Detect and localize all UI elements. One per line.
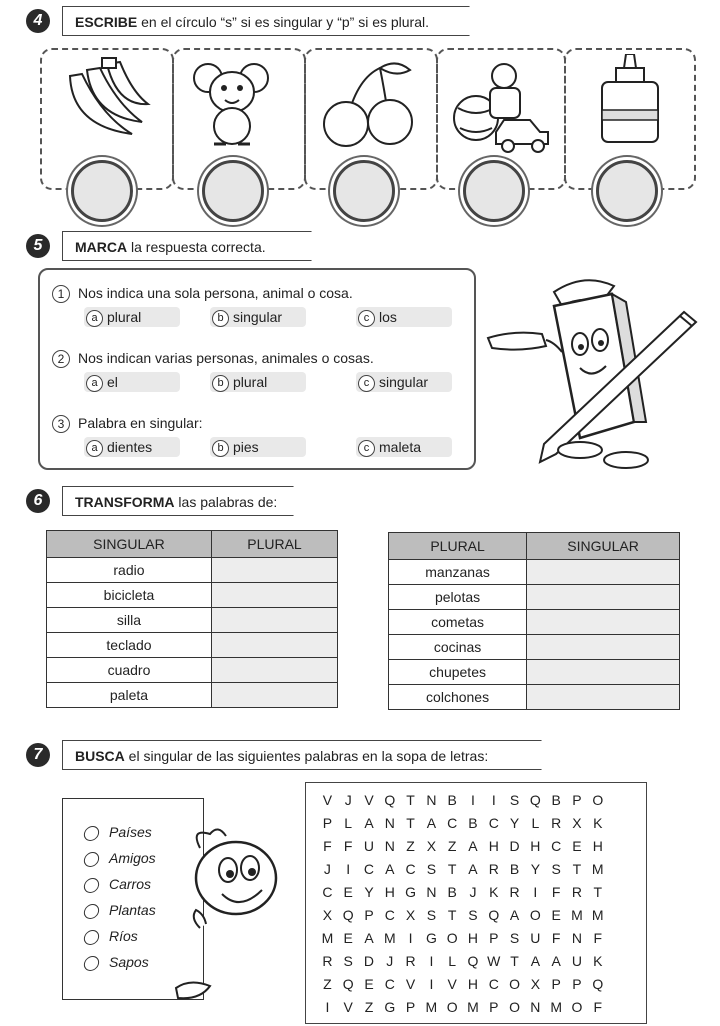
grid-letter[interactable]: V (364, 792, 374, 808)
grid-letter[interactable]: J (469, 884, 477, 900)
toys-icon (448, 56, 558, 154)
plural-to-singular-table (388, 532, 680, 710)
answer-cell[interactable] (527, 585, 680, 610)
option-2a[interactable] (84, 372, 180, 392)
section-number: 6 (26, 489, 50, 513)
grid-letter[interactable]: V (447, 976, 457, 992)
table-cell: manzanas (389, 560, 527, 585)
column-header: SINGULAR (527, 533, 680, 560)
grid-letter[interactable]: K (593, 815, 603, 831)
instruction-verb: ESCRIBE (75, 14, 138, 30)
grid-letter[interactable]: E (343, 930, 353, 946)
section-number: 7 (26, 743, 50, 767)
grid-letter[interactable]: J (323, 861, 331, 877)
grid-letter[interactable]: I (325, 999, 330, 1015)
question-3 (52, 415, 203, 433)
kid-mascot-icon (170, 828, 280, 1008)
word-item[interactable] (84, 902, 156, 919)
grid-letter[interactable]: N (384, 815, 395, 831)
grid-letter[interactable]: O (592, 792, 604, 808)
grid-letter[interactable]: T (510, 953, 519, 969)
option-letter: b (212, 375, 229, 392)
grid-letter[interactable]: I (533, 884, 538, 900)
grid-letter[interactable]: Q (342, 976, 354, 992)
option-letter: c (358, 375, 375, 392)
table-cell: colchones (389, 685, 527, 710)
option-text: singular (379, 374, 429, 390)
grid-letter[interactable]: Q (592, 976, 604, 992)
grid-letter[interactable]: E (551, 907, 561, 923)
grid-letter[interactable]: P (489, 930, 499, 946)
grid-letter[interactable]: K (593, 953, 603, 969)
grid-letter[interactable]: I (346, 861, 351, 877)
grid-row (317, 930, 608, 946)
option-letter: c (358, 440, 375, 457)
grid-letter[interactable]: L (344, 815, 353, 831)
grid-letter[interactable]: J (386, 953, 394, 969)
word-label: Carros (109, 876, 152, 892)
option-text: dientes (107, 439, 153, 455)
answer-circle-1[interactable] (71, 160, 133, 222)
answer-cell[interactable] (211, 633, 337, 658)
grid-letter[interactable]: D (509, 838, 520, 854)
instruction-verb: TRANSFORMA (75, 494, 175, 510)
question-number: 3 (52, 415, 70, 433)
section-instruction (62, 231, 312, 261)
option-letter: b (212, 310, 229, 327)
section-instruction (62, 740, 542, 770)
table-cell: pelotas (389, 585, 527, 610)
cherries-icon (318, 58, 418, 148)
section-number: 4 (26, 9, 50, 33)
section-instruction (62, 486, 294, 516)
column-header: PLURAL (211, 531, 337, 558)
answer-cell[interactable] (527, 610, 680, 635)
grid-letter[interactable]: I (408, 930, 413, 946)
grid-letter[interactable]: R (509, 884, 520, 900)
grid-letter[interactable]: A (364, 930, 374, 946)
option-letter: b (212, 440, 229, 457)
grid-letter[interactable]: P (551, 976, 561, 992)
question-text: Palabra en singular: (78, 415, 203, 431)
option-text: los (379, 309, 397, 325)
grid-row (317, 838, 608, 854)
grid-letter[interactable]: A (468, 861, 478, 877)
table-cell: silla (47, 608, 212, 633)
grid-letter[interactable]: R (551, 815, 562, 831)
grid-letter[interactable]: H (384, 884, 395, 900)
grid-letter[interactable]: V (405, 976, 416, 992)
grid-letter[interactable]: S (509, 792, 520, 808)
grid-letter[interactable]: Q (384, 792, 396, 808)
word-item[interactable] (84, 928, 138, 945)
grid-letter[interactable]: O (509, 999, 521, 1015)
option-2c[interactable] (356, 372, 452, 392)
grid-letter[interactable]: B (447, 884, 457, 900)
checkbox-circle-icon (83, 956, 101, 971)
grid-letter[interactable]: Q (529, 792, 541, 808)
checkbox-circle-icon (83, 852, 101, 867)
word-item[interactable] (84, 850, 156, 867)
grid-letter[interactable]: I (429, 953, 434, 969)
grid-letter[interactable]: F (593, 930, 603, 946)
grid-letter[interactable]: X (322, 907, 333, 923)
answer-cell[interactable] (211, 558, 337, 583)
grid-letter[interactable]: A (530, 953, 541, 969)
grid-letter[interactable]: A (364, 815, 374, 831)
grid-row (317, 907, 608, 923)
grid-letter[interactable]: H (488, 838, 499, 854)
table-cell: bicicleta (47, 583, 212, 608)
question-text: Nos indican varias personas, animales o cosas. (78, 350, 374, 366)
answer-circle-2[interactable] (202, 160, 264, 222)
grid-letter[interactable]: S (343, 953, 353, 969)
grid-letter[interactable]: N (426, 884, 437, 900)
grid-row (317, 953, 608, 969)
checkbox-circle-icon (83, 930, 101, 945)
grid-letter[interactable]: M (383, 930, 396, 946)
grid-letter[interactable]: O (571, 999, 583, 1015)
grid-letter[interactable]: F (551, 930, 561, 946)
grid-letter[interactable]: N (530, 999, 541, 1015)
option-2b[interactable] (210, 372, 306, 392)
glue-bottle-icon (598, 54, 662, 146)
option-text: maleta (379, 439, 422, 455)
answer-circle-4[interactable] (463, 160, 525, 222)
column-header: SINGULAR (47, 531, 212, 558)
grid-letter[interactable]: M (321, 930, 334, 946)
mouse-icon (192, 60, 272, 150)
table-cell: cometas (389, 610, 527, 635)
grid-letter[interactable]: W (487, 953, 501, 969)
grid-row (317, 976, 608, 992)
grid-letter[interactable]: V (343, 999, 353, 1015)
grid-row (317, 861, 608, 877)
grid-letter[interactable]: T (447, 861, 457, 877)
grid-letter[interactable]: A (426, 815, 437, 831)
grid-letter[interactable]: B (468, 815, 478, 831)
grid-letter[interactable]: G (384, 999, 396, 1015)
word-label: Plantas (109, 902, 156, 918)
grid-letter[interactable]: M (571, 907, 583, 923)
instruction-text: el singular de las siguientes palabras en la sopa de letras: (124, 748, 489, 764)
grid-letter[interactable]: F (551, 884, 561, 900)
grid-letter[interactable]: O (509, 976, 521, 992)
section-number: 5 (26, 234, 50, 258)
grid-letter[interactable]: M (425, 999, 438, 1015)
option-letter: a (86, 440, 103, 457)
table-cell: chupetes (389, 660, 527, 685)
grid-letter[interactable]: S (509, 930, 520, 946)
grid-letter[interactable]: Y (509, 815, 520, 831)
grid-letter[interactable]: T (406, 815, 415, 831)
grid-letter[interactable]: A (468, 838, 478, 854)
table-cell: cocinas (389, 635, 527, 660)
grid-letter[interactable]: C (363, 861, 375, 877)
grid-letter[interactable]: R (322, 953, 333, 969)
grid-letter[interactable]: F (323, 838, 332, 854)
grid-letter[interactable]: C (488, 815, 499, 831)
table-cell: radio (47, 558, 212, 583)
answer-cell[interactable] (211, 658, 337, 683)
grid-letter[interactable]: L (448, 953, 457, 969)
grid-letter[interactable]: P (405, 999, 416, 1015)
grid-row (317, 792, 608, 808)
grid-letter[interactable]: M (591, 907, 604, 923)
answer-cell[interactable] (527, 560, 680, 585)
answer-cell[interactable] (211, 583, 337, 608)
word-label: Ríos (109, 928, 138, 944)
grid-letter[interactable]: D (363, 953, 375, 969)
question-number: 2 (52, 350, 70, 368)
grid-letter[interactable]: S (426, 907, 437, 923)
checkbox-circle-icon (83, 826, 101, 841)
option-1b[interactable] (210, 307, 306, 327)
instruction-text: la respuesta correcta. (127, 239, 266, 255)
grid-letter[interactable]: B (509, 861, 520, 877)
grid-letter[interactable]: T (572, 861, 582, 877)
option-text: pies (233, 439, 259, 455)
instruction-verb: BUSCA (75, 748, 125, 764)
grid-letter[interactable]: U (571, 953, 583, 969)
grid-letter[interactable]: R (488, 861, 499, 877)
grid-letter[interactable]: R (571, 884, 583, 900)
option-3a[interactable] (84, 437, 180, 457)
option-3b[interactable] (210, 437, 306, 457)
word-item[interactable] (84, 954, 149, 971)
grid-letter[interactable]: C (447, 815, 458, 831)
grid-letter[interactable]: Q (467, 953, 479, 969)
grid-letter[interactable]: Z (447, 838, 457, 854)
option-text: plural (107, 309, 142, 325)
table-cell: cuadro (47, 658, 212, 683)
option-text: el (107, 374, 118, 390)
grid-letter[interactable]: O (446, 930, 458, 946)
checkbox-circle-icon (83, 904, 101, 919)
grid-letter[interactable]: X (405, 907, 416, 923)
grid-letter[interactable]: M (591, 861, 604, 877)
option-letter: c (358, 310, 375, 327)
grid-letter[interactable]: Q (488, 907, 500, 923)
option-3c[interactable] (356, 437, 452, 457)
word-label: Sapos (109, 954, 149, 970)
option-letter: a (86, 310, 103, 327)
grid-letter[interactable]: T (593, 884, 603, 900)
grid-letter[interactable]: E (572, 838, 582, 854)
grid-letter[interactable]: P (489, 999, 499, 1015)
grid-letter[interactable]: X (572, 815, 582, 831)
grid-letter[interactable]: H (467, 930, 479, 946)
grid-letter[interactable]: X (426, 838, 437, 854)
grid-letter[interactable]: F (343, 838, 353, 854)
book-mascot-icon (484, 272, 704, 472)
grid-letter[interactable]: C (322, 884, 333, 900)
grid-letter[interactable]: P (572, 792, 582, 808)
grid-letter[interactable]: R (405, 953, 416, 969)
grid-letter[interactable]: V (322, 792, 333, 808)
table-cell: paleta (47, 683, 212, 708)
grid-letter[interactable]: G (405, 884, 417, 900)
singular-to-plural-table (46, 530, 338, 708)
word-label: Países (109, 824, 152, 840)
answer-circle-3[interactable] (333, 160, 395, 222)
grid-letter[interactable]: F (593, 999, 603, 1015)
grid-row (317, 884, 608, 900)
table-cell: teclado (47, 633, 212, 658)
grid-letter[interactable]: T (406, 792, 415, 808)
grid-letter[interactable]: X (530, 976, 541, 992)
grid-letter[interactable]: T (447, 907, 457, 923)
grid-letter[interactable]: E (343, 884, 353, 900)
option-1c[interactable] (356, 307, 452, 327)
question-1 (52, 285, 353, 303)
grid-letter[interactable]: O (446, 999, 458, 1015)
grid-letter[interactable]: L (531, 815, 540, 831)
grid-letter[interactable]: U (363, 838, 375, 854)
column-header: PLURAL (389, 533, 527, 560)
grid-letter[interactable]: B (447, 792, 457, 808)
section-instruction (62, 6, 470, 36)
grid-letter[interactable]: N (384, 838, 395, 854)
grid-letter[interactable]: S (426, 861, 437, 877)
grid-letter[interactable]: P (572, 976, 582, 992)
option-text: singular (233, 309, 283, 325)
grid-letter[interactable]: C (488, 976, 499, 992)
grid-letter[interactable]: Y (364, 884, 374, 900)
grid-letter[interactable]: Z (406, 838, 415, 854)
option-1a[interactable] (84, 307, 180, 327)
word-label: Amigos (109, 850, 156, 866)
grid-letter[interactable]: B (551, 792, 561, 808)
grid-letter[interactable]: M (550, 999, 562, 1015)
question-text: Nos indica una sola persona, animal o cosa. (78, 285, 353, 301)
grid-letter[interactable]: S (468, 907, 478, 923)
grid-letter[interactable]: A (509, 907, 520, 923)
grid-letter[interactable]: P (364, 907, 374, 923)
answer-circle-5[interactable] (596, 160, 658, 222)
grid-letter[interactable]: M (467, 999, 479, 1015)
grid-letter[interactable]: C (405, 861, 416, 877)
grid-letter[interactable]: I (471, 792, 475, 808)
grid-letter[interactable]: H (530, 838, 541, 854)
grid-row (317, 815, 608, 831)
grid-letter[interactable]: K (489, 884, 499, 900)
bananas-icon (62, 56, 152, 142)
grid-letter[interactable]: S (551, 861, 561, 877)
grid-letter[interactable]: J (344, 792, 352, 808)
grid-letter[interactable]: Q (342, 907, 354, 923)
answer-cell[interactable] (211, 683, 337, 708)
grid-row (317, 999, 608, 1015)
grid-letter[interactable]: C (551, 838, 562, 854)
option-letter: a (86, 375, 103, 392)
grid-letter[interactable]: H (592, 838, 603, 854)
grid-letter[interactable]: H (467, 976, 479, 992)
grid-letter[interactable]: C (384, 976, 395, 992)
grid-letter[interactable]: I (429, 976, 434, 992)
grid-letter[interactable]: Z (323, 976, 332, 992)
grid-letter[interactable]: A (385, 861, 395, 877)
grid-letter[interactable]: I (491, 792, 496, 808)
word-item[interactable] (84, 876, 151, 893)
answer-cell[interactable] (527, 660, 680, 685)
grid-letter[interactable]: E (364, 976, 374, 992)
grid-letter[interactable]: C (384, 907, 395, 923)
instruction-verb: MARCA (75, 239, 128, 255)
answer-cell[interactable] (527, 635, 680, 660)
question-2 (52, 350, 374, 368)
option-text: plural (233, 374, 268, 390)
instruction-text: las palabras de: (174, 494, 278, 510)
grid-letter[interactable]: Z (364, 999, 374, 1015)
grid-letter[interactable]: P (322, 815, 333, 831)
grid-letter[interactable]: O (529, 907, 541, 923)
answer-cell[interactable] (211, 608, 337, 633)
grid-letter[interactable]: U (530, 930, 541, 946)
grid-letter[interactable]: G (425, 930, 437, 946)
grid-letter[interactable]: N (571, 930, 583, 946)
instruction-text: en el círculo “s” si es singular y “p” si es plural. (137, 14, 429, 30)
grid-letter[interactable]: Y (530, 861, 541, 877)
word-item[interactable] (84, 824, 152, 841)
question-number: 1 (52, 285, 70, 303)
grid-letter[interactable]: N (426, 792, 437, 808)
grid-letter[interactable]: A (551, 953, 561, 969)
answer-cell[interactable] (527, 685, 680, 710)
checkbox-circle-icon (83, 878, 101, 893)
